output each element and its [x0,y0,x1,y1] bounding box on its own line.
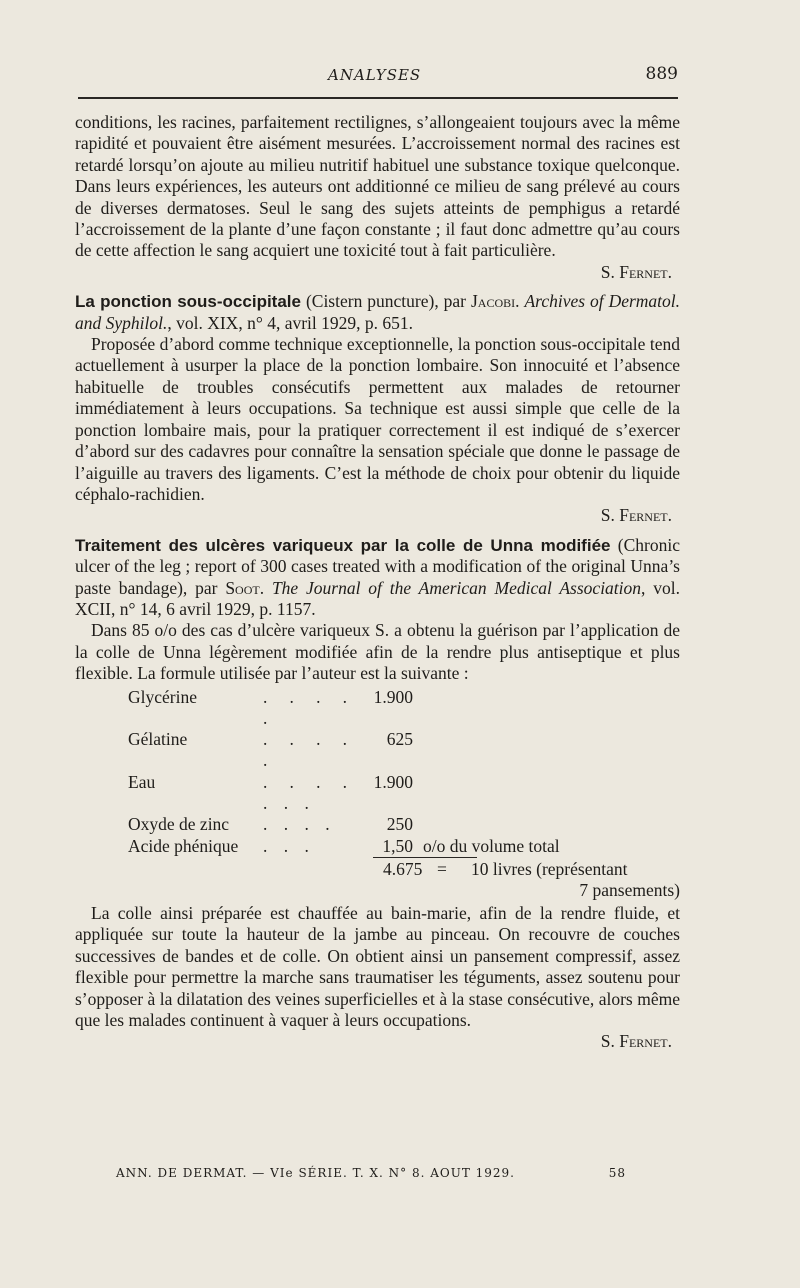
formula-note [413,814,560,835]
total-rule [373,857,477,858]
formula-row [128,836,560,857]
page-footer [116,1166,626,1180]
formula-ingredient: Glycérine [128,686,197,707]
article2-heading [75,291,680,334]
formula-note [413,772,560,815]
total-text: 10 livres (représentant [471,858,628,879]
formula-dots: . . . . [263,814,336,835]
formula-row [128,687,560,730]
total-value: 4.675 [383,858,423,879]
formula-row [128,814,560,835]
formula-total [75,857,680,903]
article2-journal: Archives of Dermatol. and Syphilol. [75,291,681,333]
formula-dots: . . . . . [263,729,353,771]
signature-mark: 58 [608,1166,626,1180]
formula-note [413,729,560,772]
formula-quantity: 1,50 [382,835,413,856]
formula-quantity: 1.900 [373,686,413,707]
article3-citation-part1: (Chronic ulcer of the leg ; report of 300 cases treated with a modification of the original Unna’s paste bandage), par [75,534,680,598]
article3-signature: S. Fernet. [600,1031,672,1052]
formula-dots: . . . [263,835,315,856]
article2-author: Jacobi. [470,291,520,312]
formula-dots: . . . . . [263,686,353,728]
formula-row [128,729,560,772]
article3-title: Traitement des ulcères variqueux par la colle de Unna modifiée [75,535,611,555]
formula-ingredient: Oxyde de zinc [128,814,230,835]
article3-heading [75,535,680,621]
formula-dots: . . . . . . . [263,771,353,814]
formula-quantity: 625 [386,729,413,750]
article3-conclusion: La colle ainsi préparée est chauffée au bain-marie, afin de la rendre fluide, et appliquée sur toute la hauteur de la jambe au pinceau. On recouvre de couches successives de bandes et de colle. On obtient ainsi un pansement compressif, assez flexible pour permettre la marche sans traumatiser les téguments, assez soutenu pour s’opposer à la dilatation des veines superficielles et à la stase consécutive, alors même que les malades continuent à vaquer à leurs occupations. [75,902,680,1030]
article2-title: La ponction sous-occipitale [75,292,301,312]
article2-citation-part1: (Cistern puncture), par [305,291,471,312]
article3-intro: Dans 85 o/o des cas d’ulcère variqueux S. a obtenu la guérison par l’application de la colle de Unna légèrement modifiée afin de la rendre plus antiseptique et plus flexible. La formule utilisée par l’auteur est la suivante : [75,620,680,684]
total-equals: = [437,858,447,879]
page-number: 889 [645,64,678,84]
article2-citation-part2: , vol. XIX, n° 4, avril 1929, p. 651. [167,312,414,333]
article1-paragraph: conditions, les racines, parfaitement rectilignes, s’allongeaient toujours avec la même rapidité et pouvaient être aisément mesurées. L’accroissement normal des racines est retardé lorsqu’on ajoute au milieu nutritif habituel une substance toxique quelconque. Dans leurs expériences, les auteurs ont additionné ce milieu de sang prélevé au cours de diverses dermatoses. Seul le sang des sujets atteints de pemphigus a retardé l’accroissement de la plante d’une façon constante ; il faut donc admettre qu’au cours de cette affection le sang acquiert une toxicité tout à fait particulière. [75,112,680,261]
header-rule [78,97,678,99]
article3-citation-part2: , vol. XCII, n° 14, 6 avril 1929, p. 1157. [75,577,680,619]
article3-author: Soot. [225,577,265,598]
article2-signature: S. Fernet. [600,505,672,526]
formula-ingredient: Gélatine [128,729,188,750]
formula-quantity: 1.900 [373,771,413,792]
formula-ingredient: Eau [128,771,156,792]
running-title: ANALYSES [328,66,422,84]
total-text-2: 7 pansements) [579,879,680,900]
page-header [78,64,678,88]
formula-note [413,687,560,730]
formula-table [128,687,560,857]
article1-signature: S. Fernet. [600,261,672,282]
formula-note: o/o du volume total [423,835,560,856]
formula-row [128,772,560,815]
page-content [75,112,680,1053]
formula-quantity: 250 [386,814,413,835]
formula-ingredient: Acide phénique [128,835,239,856]
article2-paragraph: Proposée d’abord comme technique exceptionnelle, la ponction sous-occipitale tend actuellement à usurper la place de la ponction lombaire. Son innocuité et l’absence habituelle de troubles consécutifs permettent aux malades de retourner immédiatement à leurs occupations. Sa technique est aussi simple que celle de la ponction lombaire mais, pour la pratiquer correctement il est indiqué de s’exercer d’abord sur des cadavres pour connaître la sensation spéciale que donne le passage de l’aiguille au travers des ligaments. C’est la méthode de choix pour obtenir du liquide céphalo-rachidien. [75,334,680,504]
article3-journal: The Journal of the American Medical Association [271,577,642,598]
footer-text: ANN. DE DERMAT. — VIe SÉRIE. T. X. N° 8. AOUT 1929. [116,1166,515,1180]
